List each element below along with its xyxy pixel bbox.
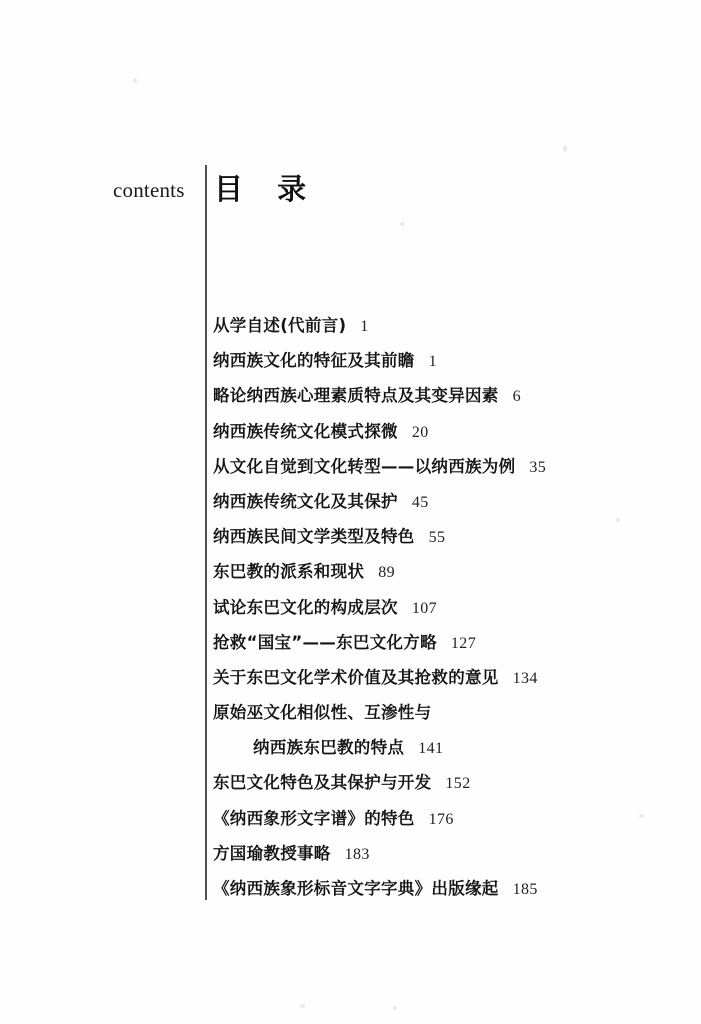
toc-entry-title: 纳西族民间文学类型及特色 — [213, 527, 415, 547]
toc-entry-page: 152 — [445, 775, 471, 793]
toc-entry-page: 127 — [450, 634, 477, 652]
toc-entry-page: 45 — [411, 493, 429, 511]
toc-entry-title: 东巴文化特色及其保护与开发 — [213, 773, 432, 793]
toc-entry-title: 东巴教的派系和现状 — [213, 562, 365, 582]
toc-entry-title: 从学自述(代前言) — [213, 316, 347, 335]
toc-entry-page: 89 — [378, 564, 396, 582]
toc-entry[interactable] — [213, 382, 673, 417]
toc-entry-page: 176 — [428, 810, 454, 828]
toc-entry[interactable] — [213, 594, 673, 629]
toc-entry[interactable] — [213, 629, 673, 664]
toc-entry-title: 从文化自觉到文化转型——以纳西族为例 — [213, 456, 516, 476]
toc-entry[interactable] — [213, 488, 673, 523]
toc-entry-title: 原始巫文化相似性、互渗性与 — [213, 703, 432, 723]
toc-entry-page: 55 — [428, 529, 446, 547]
toc-entry-title: 试论东巴文化的构成层次 — [213, 597, 398, 617]
toc-entry-title: 《纳西象形文字谱》的特色 — [213, 808, 415, 828]
toc-entry-page: 183 — [344, 845, 370, 863]
toc-entry-page: 141 — [418, 740, 444, 758]
toc-entry[interactable] — [213, 312, 673, 347]
toc-entry-title: 关于东巴文化学术价值及其抢救的意见 — [213, 667, 499, 687]
toc-entry-page: 6 — [512, 388, 522, 406]
toc-entry[interactable] — [213, 769, 673, 804]
toc-entry-title: 方国瑜教授事略 — [213, 843, 331, 863]
scan-artifact — [133, 78, 137, 83]
toc-entry[interactable] — [213, 699, 673, 734]
table-of-contents — [213, 312, 673, 910]
toc-entry-page: 1 — [360, 318, 369, 335]
toc-entry-page: 185 — [512, 881, 538, 898]
scan-artifact — [393, 1006, 397, 1010]
toc-entry-title: 纳西族东巴教的特点 — [253, 738, 405, 758]
toc-entry-title: 略论纳西族心理素质特点及其变异因素 — [213, 386, 499, 406]
scan-artifact — [400, 222, 405, 226]
toc-entry-page: 20 — [411, 423, 429, 441]
toc-entry[interactable] — [213, 523, 673, 558]
toc-entry-title: 《纳西族象形标音文字字典》出版缘起 — [213, 879, 499, 898]
toc-entry-page: 107 — [411, 599, 438, 617]
toc-entry[interactable] — [213, 875, 673, 910]
toc-entry-title: 纳西族传统文化及其保护 — [213, 491, 398, 511]
scan-artifact — [300, 1004, 305, 1008]
toc-entry[interactable] — [213, 347, 673, 382]
page-title: 目 录 — [214, 172, 319, 206]
toc-entry-title: 纳西族文化的特征及其前瞻 — [213, 351, 415, 371]
toc-entry-continuation[interactable] — [213, 734, 673, 769]
toc-entry[interactable] — [213, 558, 673, 593]
toc-entry-title: 纳西族传统文化模式探微 — [213, 421, 398, 441]
toc-entry[interactable] — [213, 840, 673, 875]
scan-artifact — [563, 145, 567, 152]
toc-entry[interactable] — [213, 453, 673, 488]
toc-entry-page: 1 — [428, 353, 438, 371]
toc-entry-page: 35 — [529, 458, 547, 476]
page-header — [0, 172, 701, 216]
toc-entry-title: 抢救“国宝”——东巴文化方略 — [213, 632, 437, 652]
vertical-rule-divider — [205, 165, 207, 900]
toc-entry[interactable] — [213, 805, 673, 840]
toc-entry[interactable] — [213, 418, 673, 453]
contents-latin-label: contents — [113, 178, 185, 202]
toc-entry-page: 134 — [512, 669, 538, 687]
toc-entry[interactable] — [213, 664, 673, 699]
